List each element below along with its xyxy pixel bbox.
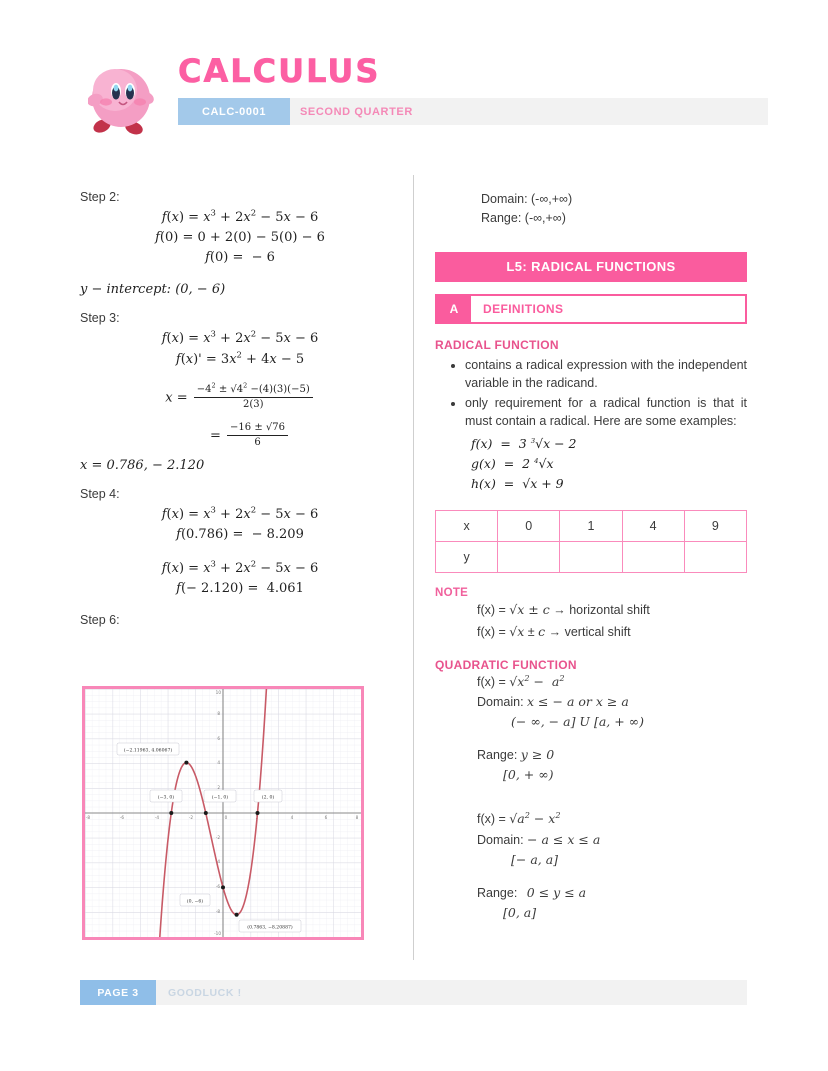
qf-domain-interval-row — [477, 850, 747, 870]
table-cell-x: 1 — [560, 511, 622, 542]
definitions-letter: A — [437, 296, 471, 322]
quadratic-function-heading: QUADRATIC FUNCTION — [435, 657, 577, 672]
table-cell-x: 0 — [498, 511, 560, 542]
definitions-row — [435, 294, 747, 324]
step2-label: Step 2: — [80, 190, 120, 204]
table-cell-y[interactable] — [622, 542, 684, 573]
qf-domain — [477, 830, 747, 850]
label-x-int-neg3: (−3, 0) — [157, 795, 175, 801]
qf-formula: $f(x) = √a^2 - x^2$ — [477, 810, 561, 827]
header-meta-bar — [178, 98, 768, 125]
table-row — [436, 542, 747, 573]
list-item: • only requirement for a radical function is that it must contain a radical. Here are some examples: — [465, 394, 747, 430]
svg-text:-8: -8 — [215, 909, 220, 914]
qf-domain-label: Domain: — [477, 694, 524, 709]
graph-canvas — [85, 689, 361, 937]
step3-label: Step 3: — [80, 311, 120, 326]
list-item: • contains a radical expression with the independent variable in the radicand. — [465, 356, 747, 392]
qf-range — [477, 745, 747, 765]
note-heading: NOTE — [435, 587, 469, 599]
qf-range-value: 0 ≤ y ≤ a — [526, 884, 587, 900]
svg-text:-4: -4 — [154, 815, 160, 820]
column-divider — [413, 175, 414, 960]
page-title: CALCULUS — [178, 52, 381, 90]
quadratic-formula-simplified: = $\frac{-16 \pm √76}{6}$ — [100, 422, 400, 450]
table-row — [436, 511, 747, 542]
note-line: f(x) = √x ± c → horizontal shift — [477, 602, 650, 617]
qf-domain-interval-row — [477, 712, 747, 732]
roots-line: x = 0.786, − 2.120 — [80, 457, 205, 473]
function-graph — [82, 686, 364, 940]
example-line: g(x) = 2 $^4$√x — [471, 456, 554, 471]
table-header-y: y — [436, 542, 498, 573]
step2-equations — [80, 208, 400, 268]
step4-equations-a — [80, 505, 400, 545]
radical-function-bullets — [435, 356, 747, 431]
equation-line: $f(x)' = 3x^2 + 4x - 5$ — [175, 349, 305, 367]
qf-domain — [477, 692, 747, 712]
table-cell-y[interactable] — [498, 542, 560, 573]
qf-range-interval-row — [477, 765, 747, 785]
label-y-intercept: (0, −6) — [186, 899, 204, 905]
radical-examples — [471, 434, 747, 494]
step6-label: Step 6: — [80, 613, 120, 628]
qf-domain-value: − a ≤ x ≤ a — [527, 831, 601, 847]
domain-line: Domain: (-∞,+∞) — [481, 192, 573, 206]
qf-range-interval: [0, a] — [503, 904, 537, 920]
qf-range — [477, 883, 747, 903]
qf-block-2 — [477, 809, 747, 923]
equation-line: $f(x) = x^3 + 2x^2 - 5x - 6$ — [161, 329, 319, 347]
qf-range-interval-row — [477, 903, 747, 923]
svg-text:-2: -2 — [188, 815, 194, 820]
svg-text:-2: -2 — [215, 835, 220, 840]
page-footer — [80, 980, 747, 1005]
svg-text:-10: -10 — [214, 931, 221, 936]
svg-text:-8: -8 — [85, 815, 91, 820]
svg-text:6: 6 — [217, 736, 220, 741]
svg-text:2: 2 — [217, 785, 220, 790]
table-header-x: x — [436, 511, 498, 542]
example-line: f(x) = 3 $^3$√x − 2 — [471, 436, 577, 451]
left-column — [80, 190, 400, 631]
xy-table — [435, 510, 747, 573]
qf-range-value: y ≥ 0 — [520, 746, 555, 762]
table-cell-x: 9 — [684, 511, 746, 542]
table-cell-y[interactable] — [560, 542, 622, 573]
equation-line: f(0) = − 6 — [205, 250, 275, 266]
equation-line: f(− 2.120) = 4.061 — [176, 581, 304, 597]
qf-domain-interval: [− a, a] — [511, 852, 559, 868]
note-lines — [477, 599, 747, 644]
quadratic-formula-block — [80, 381, 400, 450]
right-column — [435, 190, 747, 923]
step4-label: Step 4: — [80, 486, 120, 501]
qf-range-label: Range: — [477, 747, 518, 762]
footer-message: GOODLUCK ! — [168, 986, 242, 999]
qf-formula: $f(x) = √x^2 - a^2$ — [477, 672, 565, 689]
table-cell-y[interactable] — [684, 542, 746, 573]
equation-line: $f(x) = x^3 + 2x^2 - 5x - 6$ — [161, 504, 319, 522]
radical-function-heading: RADICAL FUNCTION — [435, 337, 559, 352]
equation-line: f(0) = 0 + 2(0) − 5(0) − 6 — [155, 230, 325, 246]
quarter-label: SECOND QUARTER — [300, 105, 413, 118]
quadratic-formula-line: x = $\frac{-4^2 \pm √4^2 -(4)(3)(-5)}{2(3)}$ — [80, 384, 400, 412]
table-cell-x: 4 — [622, 511, 684, 542]
svg-text:4: 4 — [290, 815, 294, 820]
label-x-int-2: (2, 0) — [261, 795, 275, 801]
qf-range-label: Range: — [477, 885, 518, 900]
range-line: Range: (-∞,+∞) — [481, 210, 566, 225]
point-local-max — [184, 761, 188, 765]
label-local-min: (0.7863, −8.20887) — [247, 925, 293, 931]
qf-domain-value: x ≤ − a or x ≥ a — [527, 693, 629, 709]
svg-text:-6: -6 — [215, 884, 220, 889]
equation-line: $f(x) = x^3 + 2x^2 - 5x - 6$ — [161, 558, 319, 576]
step4-equations-b — [80, 559, 400, 599]
point-y-intercept — [221, 885, 225, 889]
point-local-min — [235, 913, 239, 917]
qf-domain-label: Domain: — [477, 832, 524, 847]
label-local-max: (−2.11963, 4.06067) — [123, 748, 173, 754]
course-code-badge: CALC-0001 — [178, 98, 290, 125]
kirby-mascot-icon — [88, 60, 154, 136]
definitions-label: DEFINITIONS — [483, 301, 564, 316]
qf-block-1 — [477, 672, 747, 786]
note-line: f(x) = √x ± c → vertical shift — [477, 624, 631, 640]
svg-text:6: 6 — [324, 815, 328, 820]
svg-text:0: 0 — [224, 815, 228, 820]
page-header — [80, 52, 770, 138]
svg-text:10: 10 — [215, 690, 221, 695]
point-x-int-neg3 — [169, 811, 173, 815]
point-x-int-neg1 — [204, 811, 208, 815]
svg-text:-6: -6 — [119, 815, 125, 820]
equation-line: $f(x) = x^3 + 2x^2 - 5x - 6$ — [161, 207, 319, 225]
step3-equations — [80, 329, 400, 369]
svg-text:-4: -4 — [215, 859, 220, 864]
svg-text:8: 8 — [217, 711, 220, 716]
label-x-int-neg1: (−1, 0) — [211, 795, 229, 801]
example-line: h(x) = √x + 9 — [471, 476, 564, 491]
point-x-int-2 — [256, 811, 260, 815]
svg-text:8: 8 — [355, 815, 359, 820]
page-number-badge: PAGE 3 — [80, 980, 156, 1005]
lesson-title-bar: L5: RADICAL FUNCTIONS — [435, 252, 747, 282]
qf-domain-interval: (− ∞, − a] U [a, + ∞) — [511, 714, 644, 730]
qf-range-interval: [0, + ∞) — [503, 767, 554, 782]
svg-text:4: 4 — [217, 760, 220, 765]
y-intercept-line: y − intercept: (0, − 6) — [80, 282, 226, 298]
equation-line: f(0.786) = − 8.209 — [176, 526, 304, 542]
svg-text:2: 2 — [255, 815, 259, 820]
